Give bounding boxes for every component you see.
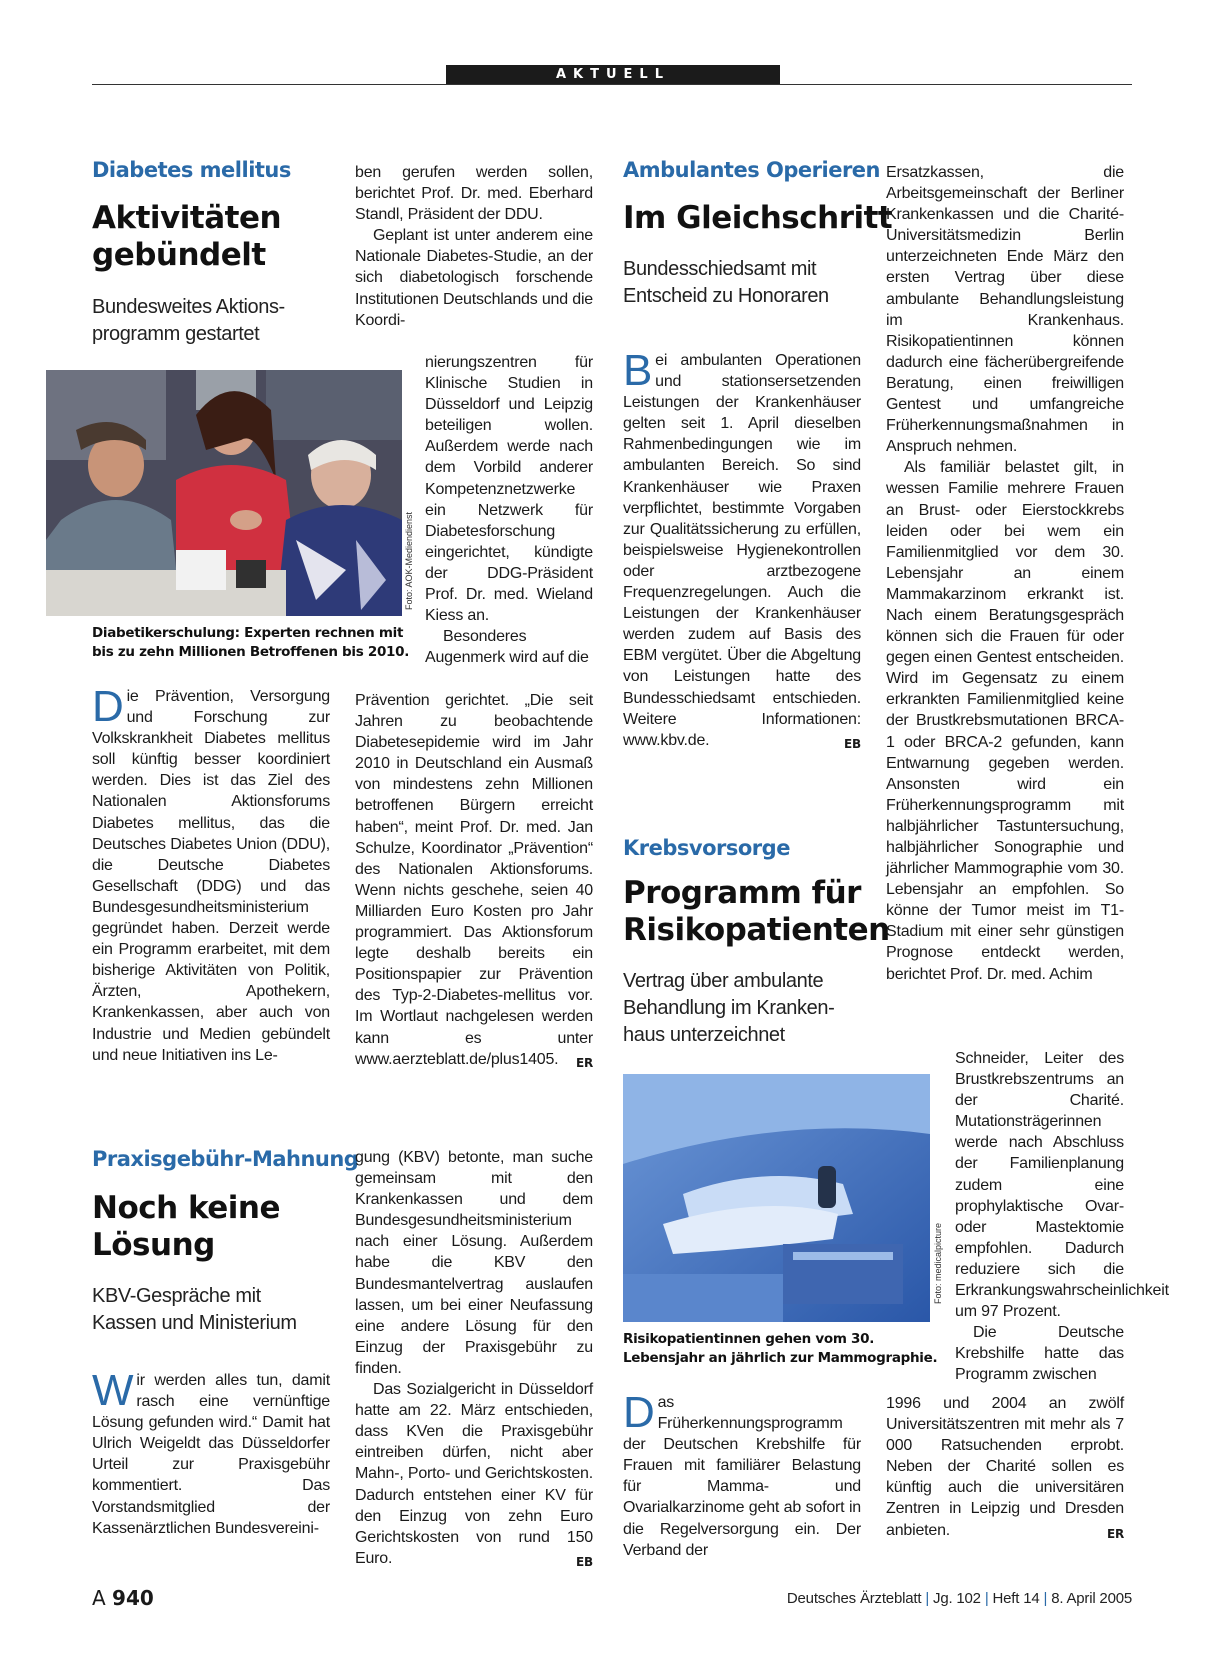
journal-volume: Jg. 102 [933, 1590, 981, 1607]
article2-headline [92, 1190, 280, 1264]
article1-body-col2-wrap [425, 352, 593, 668]
article4-subhead-line1: Vertrag über ambulante [623, 970, 824, 992]
article2-author-signature: EB [576, 1554, 593, 1569]
article2-col2-paragraph-2: Das Sozialgericht in Düsseldorf hatte am 22. März entschieden, dass KVen die Praxisgebühr eintreiben dürfen, nicht aber Mahn-, Porto- und Gerichtskosten. Dadurch entstehen einer KV für den Einzug von zehn Euro Gerichtskosten von rund 150 Euro. [355, 1381, 593, 1567]
article1-col2-paragraph-2b: nierungszentren für Klinische Studien in Düsseldorf und Leipzig beteiligen wollen. Außerdem werde nach dem Vorbild anderer Kompetenznetzwerke ein Netzwerk für Diabetesforschung eingerichtet, kündigte der DDG-Präsident Prof. Dr. med. Wieland Kiess an. [425, 354, 593, 625]
article4-body-col2-bottom [886, 1393, 1124, 1545]
article4-kicker: Krebsvorsorge [623, 836, 790, 860]
article2-subhead-line1: KBV-Gespräche mit [92, 1285, 261, 1307]
article4-paragraph-1: as Früherkennungsprogramm der Deutschen Krebshilfe für Frauen mit familiärer Belastung für Mamma- und Ovarialkarzinome geht ab sofort in die Regelversorgung ein. Der Verband der [623, 1394, 861, 1559]
article1-subhead-line1: Bundesweites Aktions- [92, 296, 285, 318]
article1-author-signature: ER [575, 1055, 593, 1070]
journal-name: Deutsches Ärzteblatt [786, 1590, 922, 1607]
article1-body-col2-top [355, 162, 593, 331]
section-label: AKTUELL [446, 65, 780, 85]
article4-subhead-line3: haus unterzeichnet [623, 1024, 785, 1046]
article4-headline [623, 875, 890, 949]
article1-kicker: Diabetes mellitus [92, 158, 291, 182]
article4-body-col1 [623, 1388, 861, 1561]
article1-col2-paragraph-3b: Prävention gerichtet. „Die seit Jahren zu beobachtende Diabetesepidemie wird im Jahr 2010 in Deutschland ein Ausmaß von mindestens zehn Millionen betroffenen Bürgern erreicht haben“, meint Prof. Dr. med. Jan Schulze, Koordinator „Prävention“ des Nationalen Aktionsforums. Wenn nichts geschehe, seien 40 Milliarden Euro Kosten pro Jahr programmiert. Das Aktionsforum legte deshalb bereits ein Positionspapier zur Prävention des Typ-2-Diabetes-mellitus vor. Im Wortlaut nachgelesen werden kann es unter www.aerzteblatt.de/plus1405. [355, 692, 593, 1068]
article2-headline-line2: Lösung [92, 1227, 215, 1263]
article4-col2-paragraph-2b: Schneider, Leiter des Brustkrebszentrums an der Charité. Mutationsträgerinnen werde nach Abschluss der Familienplanung zudem eine prophylaktische Ovar- oder Mastektomie empfohlen. Dadurch reduziere sich die Erkrankungswahrscheinlichkeit um 97 Prozent. [955, 1050, 1169, 1321]
article3-subhead-line2: Entscheid zu Honoraren [623, 285, 829, 307]
article4-photo-credit: Foto: medicalpicture [933, 1222, 943, 1304]
article3-body [623, 346, 861, 755]
article2-col2-paragraph-1: gung (KBV) betonte, man suche gemeinsam mit den Krankenkassen und dem Bundesgesundheitsministerium nach einer Lösung. Außerdem habe die KBV den Bundesmantelvertrag auslaufen lassen, um bei einer Neufassung eine andere Lösung für den Einzug der Praxisgebühr zu finden. [355, 1149, 593, 1377]
journal-date: 8. April 2005 [1051, 1590, 1132, 1607]
header-rule [92, 84, 1132, 85]
article4-col2-paragraph-3b: 1996 und 2004 an zwölf Universitätszentren mit mehr als 7 000 Ratsuchenden erprobt. Neben der Charité sollen es künftig auch die universitären Zentren in Leipzig und Dresden anbieten. [886, 1395, 1124, 1539]
article1-subhead-line2: programm gestartet [92, 323, 260, 345]
article2-subhead-line2: Kassen und Ministerium [92, 1312, 297, 1334]
article4-subhead [623, 968, 834, 1049]
article1-headline-line2: gebündelt [92, 237, 266, 273]
article1-col2-paragraph-2a: Geplant ist unter anderem eine Nationale Diabetes-Studie, an der sich diabetologisch forschende Institutionen Deutschlands und die Koordi- [355, 227, 593, 329]
article4-subhead-line2: Behandlung im Kranken- [623, 997, 835, 1019]
article3-headline: Im Gleichschritt [623, 200, 893, 236]
article1-headline [92, 200, 281, 274]
article4-photo-caption: Risikopatientinnen gehen vom 30. Lebensjahr an jährlich zur Mammographie. [623, 1331, 938, 1366]
article1-subhead [92, 294, 285, 348]
article1-headline-line1: Aktivitäten [92, 200, 282, 236]
article3-kicker: Ambulantes Operieren [623, 158, 881, 182]
journal-info: Deutsches Ärzteblatt | Jg. 102 | Heft 14 | 8. April 2005 [786, 1590, 1132, 1607]
page-number [92, 1586, 154, 1610]
article2-kicker: Praxisgebühr-Mahnung [92, 1147, 359, 1171]
article2-body-col1 [92, 1366, 330, 1539]
journal-issue: Heft 14 [992, 1590, 1040, 1607]
article4-col2-paragraph-3a: Die Deutsche Krebshilfe hatte das Programm zwischen [955, 1324, 1124, 1384]
article1-paragraph-1: ie Prävention, Versorgung und Forschung zur Volkskrankheit Diabetes mellitus soll künftig besser koordiniert werden. Dies ist das Ziel des Nationalen Aktionsforums Diabetes mellitus, das die Deutsches Diabetes Union (DDU), die Deutsche Diabetes Gesellschaft (DDG) und das Bundesgesundheitsministerium gegründet haben. Derzeit werde ein Programm erarbeitet, mit dem bisherige Aktivitäten von Politik, Ärzten, Apothekern, Krankenkassen, aber auch von Industrie und Medien gebündelt und neue Initiativen ins Le- [92, 688, 330, 1064]
article1-body-col1 [92, 682, 330, 1086]
article1-drop-cap: D [92, 682, 124, 731]
article4-body-col2-wrap [955, 1048, 1169, 1386]
article3-author-signature: EB [844, 736, 861, 751]
article4-col2-paragraph-2: Als familiär belastet gilt, in wessen Familie mehrere Frauen an Brust- oder Eierstockkrebs leiden oder bei wem ein Familienmitglied vor dem 30. Lebensjahr an einem Mammakarzinom erkrankt ist. Nach einem Beratungsgespräch können sich die Frauen für oder gegen einen Gentest entscheiden. Wird im Gegensatz zu einem erkrankten Familienmitglied keine der Brustkrebsmutationen BRCA-1 oder BRCA-2 gefunden, kann Entwarnung gegeben werden. Ansonsten wird ein Früherkennungsprogramm mit halbjährlicher Tastuntersuchung, halbjährlicher Sonographie und jährlicher Mammographie vom 30. Lebensjahr an empfohlen. So könne der Tumor meist im T1-Stadium mit einer sehr günstigen Prognose entdeckt werden, berichtet Prof. Dr. med. Achim [886, 459, 1124, 983]
article3-subhead [623, 256, 829, 310]
article4-author-signature: ER [1106, 1526, 1124, 1541]
page-number-prefix: A [92, 1586, 106, 1610]
article2-body-col2 [355, 1147, 593, 1573]
article1-photo-credit: Foto: AOK-Mediendienst [404, 511, 414, 610]
diabetes-training-photo-illustration [46, 370, 402, 616]
article2-paragraph-1: ir werden alles tun, damit rasch eine vernünftige Lösung gefunden wird.“ Damit hat Ulrich Weigeldt das Düsseldorfer Urteil zur Praxisgebühr kommentiert. Das Vorstandsmitglied der Kassenärztlichen Bundesvereini- [92, 1372, 330, 1537]
mammography-photo-illustration [623, 1074, 930, 1322]
article4-body-col2-top [886, 162, 1124, 985]
article4-col2-paragraph-1: Ersatzkassen, die Arbeitsgemeinschaft der Berliner Krankenkassen und die Charité-Universitätsmedizin Berlin unterzeichneten Ende März den ersten Vertrag über diese ambulante Behandlungsleistung im Krankenhaus. Risikopatientinnen können dadurch eine fächerübergreifende Beratung, einen freiwilligen Gentest und umfangreiche Früherkennungsmaßnahmen in Anspruch nehmen. [886, 164, 1124, 456]
article1-photo-caption: Diabetikerschulung: Experten rechnen mit bis zu zehn Millionen Betroffenen bis 2010. [92, 625, 410, 660]
mammography-photo [623, 1074, 930, 1322]
article1-col2-paragraph-1: ben gerufen werden sollen, berichtet Prof. Dr. med. Eberhard Standl, Präsident der DDU. [355, 164, 593, 224]
article2-drop-cap: W [92, 1366, 134, 1415]
article4-drop-cap: D [623, 1388, 655, 1437]
diabetes-training-photo [46, 370, 402, 616]
article1-col2-paragraph-3a: Besonderes Augenmerk wird auf die [425, 628, 589, 667]
article3-paragraph-1: ei ambulanten Operationen und stationsersetzenden Leistungen der Krankenhäuser gelten seit 1. April dieselben Rahmenbedingungen wie im ambulanten Bereich. So sind Krankenhäuser wie Praxen verpflichtet, bestimmte Vorgaben zur Qualitätssicherung zu erfüllen, beispielsweise Hygienekontrollen oder arztbezogene Frequenzregelungen. Auch die Leistungen der Krankenhäuser werden zudem auf Basis des EBM vergütet. Über die Abgeltung von Leistungen hatte des Bundesschiedsamt entschieden. Weitere Informationen: www.kbv.de. [623, 352, 861, 749]
article3-subhead-line1: Bundesschiedsamt mit [623, 258, 817, 280]
article4-headline-line2: Risikopatienten [623, 912, 890, 948]
page-number-value: 940 [112, 1586, 154, 1610]
article3-drop-cap: B [623, 346, 653, 395]
article1-body-col2-bottom [355, 690, 593, 1074]
article2-subhead [92, 1283, 297, 1337]
article2-headline-line1: Noch keine [92, 1190, 281, 1226]
article4-headline-line1: Programm für [623, 875, 861, 911]
